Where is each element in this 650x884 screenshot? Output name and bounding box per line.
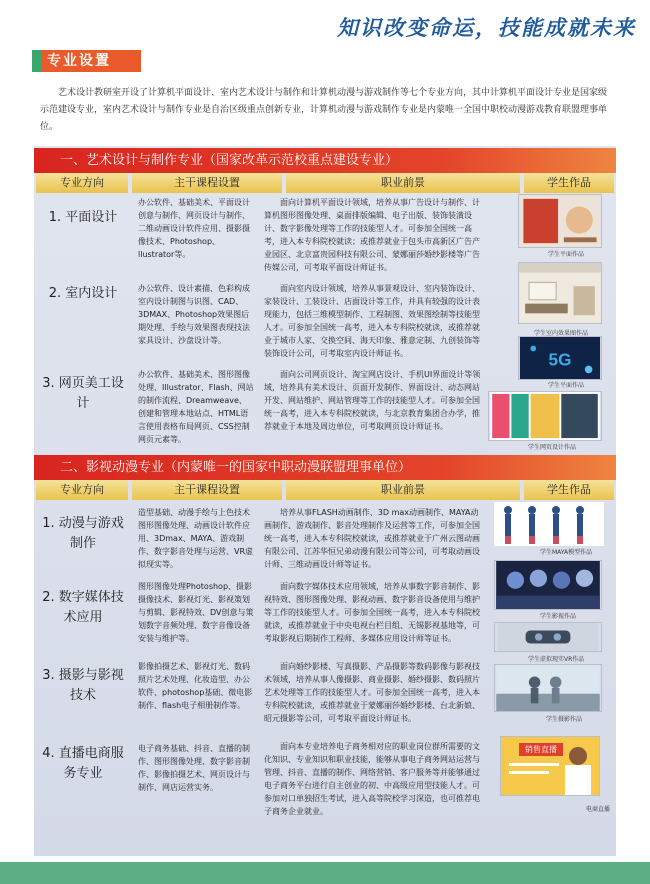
courses-digital-media: 图形图像处理Photoshop、摄影摄像技术、影视灯光、影视策划与剪辑、影视特效、DV创意与策划数字音频处理、数字音像设备安装与维护等。 [138,582,254,643]
courses-photography: 影像拍摄艺术、影视灯光、数码照片艺术处理、化妆造型、办公软件、photoshop基础、微电影制作、flash电子相册制作等。 [138,662,253,710]
direction-graphic-design: 1. 平面设计 [48,210,118,225]
interior-render-image [518,262,602,324]
caption-film-work: 学生影视作品 [540,613,577,620]
caption-ecommerce-work: 电商直播 [586,806,611,813]
live-text-line [509,763,559,766]
prospect-animation-game: 培养从事FLASH动画制作、3D max动画制作、MAYA动画制作、游戏制作、影音处理制作及运营等工作，可参加全国统一高考，进入本专科院校就读，或推荐就业于广州云图动画有限公司、江苏华恒兄弟动漫有限公司等公司，可考取动画设计师、三维动画设计师等证书。 [264,508,480,569]
caption-graphic-work: 学生平面作品 [548,251,585,258]
work-interior-design [518,262,602,328]
film-poster-image [494,560,602,610]
caption-web-flat-work: 学生平面作品 [548,382,585,389]
web-pages-image [488,391,602,441]
prospect-web-design: 面向公司网页设计、淘宝网店设计、手机UI界面设计等领域，培养具有美术设计、页面开发制作、界面设计、动态网站开发、网站维护、网站管理等工作的技能型人才。可参加全国统一高考，进入本专科院校就读，与北京教育集团合办学，推荐就业于本地及周边单位，可考取网页设计师证书。 [264,370,481,431]
work-maya-models [494,502,604,550]
graphic-poster-image [518,194,602,248]
caption-vr-work: 学生虚拟现实VR作品 [528,656,585,663]
presenter-head [569,747,587,765]
direction-photography: 3. 摄影与影视技术 [42,668,124,703]
work-photography [494,664,602,716]
courses-web-design: 办公软件、基础美术、图形图像处理、Illustrator、Flash、网站的制作流程、Dreamweave、创建和管理本地站点、HTML语言使用表格布局网页、CSS控制网页元素等。 [138,370,254,444]
work-web-pages [488,391,602,445]
direction-live-ecommerce: 4. 直播电商服务专业 [42,746,124,781]
work-vr [494,622,602,656]
prospect-graphic-design: 面向计算机平面设计领域，培养从事广告设计与制作、计算机图形图像处理、桌面排版编辑、电子出版、装饰装潢设计、数字影像处理等工作的技能型人才。可参加全国统一高考，进入本专科院校就读；或推荐就业于包头市高新区广告产业园区、北京富贵园科技有限公司、蒙娜丽莎婚纱影楼等广告传媒公司，可考取平面设计师证书。 [264,198,480,272]
title-marker [32,50,41,72]
prospect-interior-design: 面向室内设计领域，培养从事景观设计、室内装饰设计、家装设计、工装设计、店面设计等工作，并具有较强的设计表现能力，包括三维模型制作、工程制图、效果图绘制等技能型人才。可参加全国统一高考，进入本专科院校就读，或推荐就业于城市人家、交换空间、海天印象、雅意定制、九创装饰等装饰设计公司，可考取室内设计师证书。 [264,284,480,358]
work-web-5g [518,336,602,384]
web-5g-poster-image [518,336,602,380]
live-ecommerce-image [500,736,600,796]
header-prospect: 职业前景 [286,480,520,500]
table-header-row [34,173,616,193]
caption-photo-work: 学生摄影作品 [546,716,583,723]
group-banner-animation: 二、影视动漫专业（内蒙唯一的国家中职动漫联盟理事单位） [34,455,616,480]
work-film [494,560,602,614]
live-text-line [509,771,549,774]
presenter-body [565,765,591,795]
prospect-photography: 面向婚纱影楼、写真摄影、产品摄影等数码影像与影视技术领域，培养从事人像摄影、商业摄影、婚纱摄影、数码照片艺术处理等工作的技能型人才。可参加全国统一高考，进入本专科院校就读，或推荐就业于蒙娜丽莎婚纱影楼、台北新娘、昭元摄影等公司，可考取平面设计师证书。 [264,662,480,723]
slogan: 知识改变命运，技能成就未来 [337,15,636,40]
header-courses: 主干课程设置 [132,480,282,500]
svg-text:5G: 5G [548,349,572,370]
section-title-wrap [32,50,142,72]
direction-interior-design: 2. 室内设计 [48,286,118,301]
courses-animation-game: 造型基础、动漫手绘与上色技术图形图像处理、动画设计软件应用、3Dmax、MAYA、游戏制作、数字影音处理与运营、VR虚拟现实等。 [138,508,254,569]
maya-models-image [494,502,604,546]
work-live-ecommerce [500,736,600,796]
header-works: 学生作品 [524,173,614,193]
header-works: 学生作品 [524,480,614,500]
courses-interior-design: 办公软件、设计素描、色彩构成室内设计制图与识图、CAD、3DMAX、Photoshop效果图后期处理、手绘与效果图表现技法家具设计、沙盘设计等。 [138,284,250,345]
group-banner-art-design: 一、艺术设计与制作专业（国家改革示范校重点建设专业） [34,148,616,173]
vr-scene-image [494,622,602,652]
header-prospect: 职业前景 [286,173,520,193]
courses-graphic-design: 办公软件、基础美术、平面设计创意与制作、网页设计与制作、二维动画设计软件应用、摄影摄像技术、Photoshop、llustrator等。 [138,198,250,259]
section-title: 专业设置 [41,50,141,72]
direction-web-design: 3. 网页美工设计 [42,376,124,411]
prospect-live-ecommerce: 面向本专业培养电子商务相对应的职业岗位群所需要的文化知识、专业知识和职业技能，能够从事电子商务网站运营与管理、抖音、直播的制作、网络营销、客户服务等并能够通过电子商务平台进行自主创业的初、中高级应用型技能人才。可参加对口单独招生考试，进入高等院校学习深造，也可推荐电子商务企业就业。 [264,742,480,816]
prospect-digital-media: 面向数字媒体技术应用领域，培养从事数字影音制作、影视特效、图形图像处理、影视动画、数字影音设备使用与维护等工作的技能型人才。可参加全国统一高考，进入本专科院校就读，或推荐就业于中央电视台栏目组、无锡影视基地等，可考取影视后期制作工程师、多媒体应用设计师等证书。 [264,582,480,643]
direction-animation-game: 1. 动漫与游戏制作 [42,516,124,551]
courses-live-ecommerce: 电子商务基础、抖音、直播的制作、图形图像处理、数字影音制作、影像拍摄艺术、网页设计与制作、网店运营实务。 [138,744,250,792]
caption-interior-work: 学生室内效果图作品 [534,330,589,337]
photography-image [494,664,602,712]
header-courses: 主干课程设置 [132,173,282,193]
footer-band [0,862,650,884]
table-header-row [34,480,616,500]
caption-web-page-work: 学生网页设计作品 [528,444,577,451]
header-direction: 专业方向 [36,173,128,193]
live-banner-label: 销售直播 [519,743,563,756]
direction-digital-media: 2. 数字媒体技术应用 [42,590,124,625]
work-graphic-design [518,194,602,252]
header-direction: 专业方向 [36,480,128,500]
caption-maya-work: 学生MAYA模型作品 [540,549,593,556]
intro-paragraph: 艺术设计教研室开设了计算机平面设计、室内艺术设计与制作和计算机动漫与游戏制作等七个专业方向，其中计算机平面设计专业是国家级示范建设专业，室内艺术设计与制作专业是自治区级重点创新专业，计算机动漫与游戏制作专业是内蒙唯一全国中职校动漫游戏教育联盟理事单位。 [40,88,608,132]
